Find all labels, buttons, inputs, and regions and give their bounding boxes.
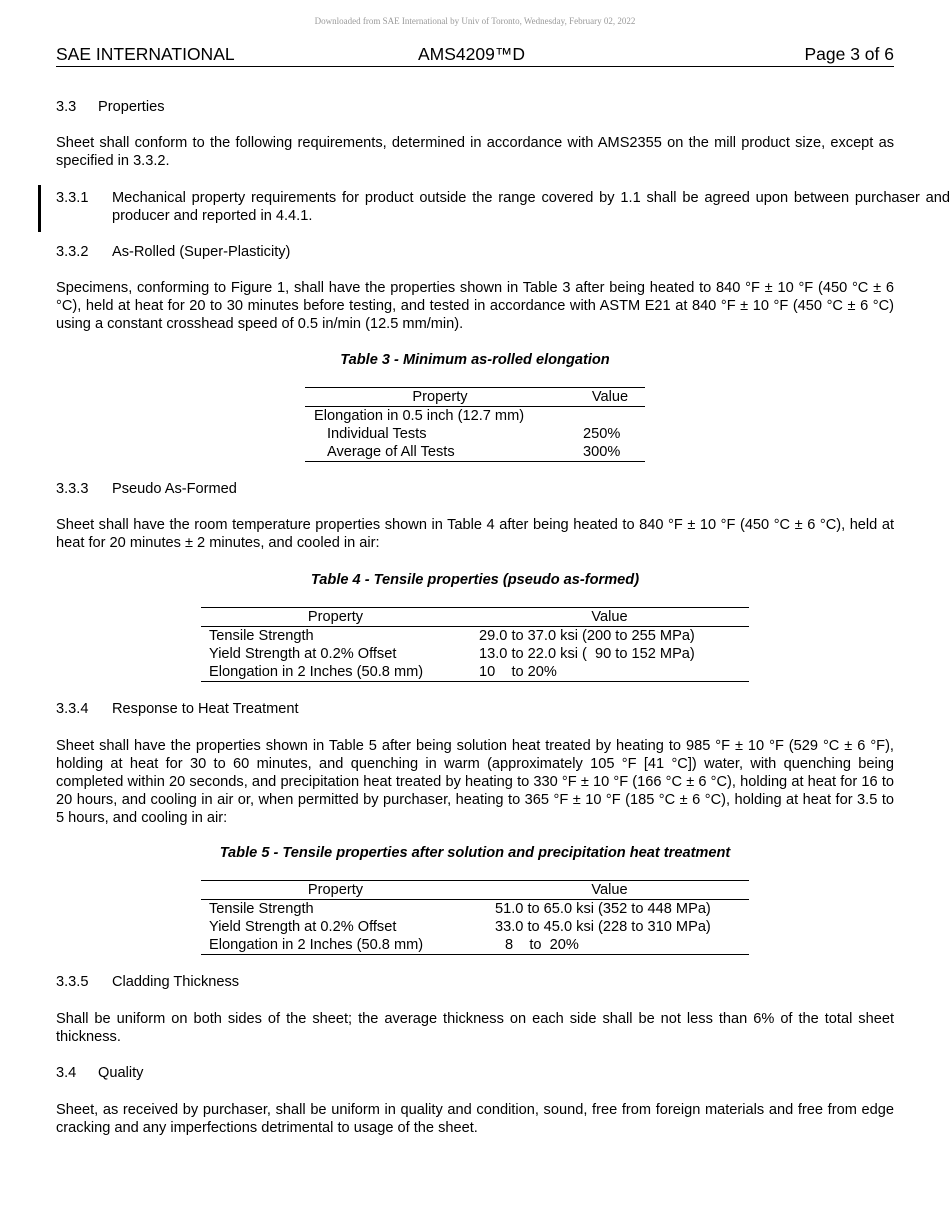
table-4-caption: Table 4 - Tensile properties (pseudo as-formed) bbox=[310, 572, 640, 588]
section-3-3-1: 3.3.1 Mechanical property requirements for product outside the range covered by 1.1 shall be agreed upon between purchaser and producer and reported in 4.4.1. bbox=[56, 190, 950, 224]
table-4 bbox=[201, 607, 749, 682]
section-3-3-2-text: Specimens, conforming to Figure 1, shall have the properties shown in Table 3 after being heated to 840 °F ± 10 °F (450 °C ± 6 °C), held at heat for 20 to 30 minutes before testing, and tested in accordance with ASTM E21 at 840 °F ± 10 °F (450 °C ± 6 °C) using a constant crosshead speed of 0.5 in/min (12.5 mm/min). bbox=[56, 280, 894, 332]
header-doc-number: AMS4209™D bbox=[418, 44, 525, 64]
section-3-3-4-heading: 3.3.4 Response to Heat Treatment bbox=[56, 701, 299, 717]
table-row: Yield Strength at 0.2% Offset 33.0 to 45.0 ksi (228 to 310 MPa) bbox=[209, 919, 711, 935]
table-4-header-property: Property bbox=[201, 608, 470, 627]
section-3-3-heading: 3.3 Properties bbox=[56, 99, 165, 115]
section-3-3-4-text: Sheet shall have the properties shown in Table 5 after being solution heat treated by heating to 985 °F ± 10 °F (529 °C ± 6 °F), holding at heat for 30 to 60 minutes, and quenching in warm (approximately 105 °F [41 °C]) water, with quenching being completed within 20 seconds, and precipitation heat treated by heating to 330 °F ± 10 °F (166 °C ± 6 °C), holding at heat for 16 to 20 hours, and cooling in air or, when permitted by purchaser, heating to 365 °F ± 10 °F (185 °C ± 6 °C), holding at heat for 3.5 to 5 hours, and cooling in air: bbox=[56, 738, 894, 826]
section-3-3-text: Sheet shall conform to the following requirements, determined in accordance with AMS2355 on the mill product size, except as specified in 3.3.2. bbox=[56, 135, 894, 169]
header-org: SAE INTERNATIONAL bbox=[56, 44, 235, 64]
section-3-4-heading: 3.4 Quality bbox=[56, 1065, 144, 1081]
table-3-group-label: Elongation in 0.5 inch (12.7 mm) bbox=[314, 408, 525, 424]
table-5-header-value: Value bbox=[470, 881, 749, 900]
revision-change-bar bbox=[38, 185, 41, 232]
table-4-header-value: Value bbox=[470, 608, 749, 627]
header-page-number: Page 3 of 6 bbox=[804, 44, 894, 64]
section-3-3-5-heading: 3.3.5 Cladding Thickness bbox=[56, 974, 240, 990]
table-5-caption: Table 5 - Tensile properties after solution and precipitation heat treatment bbox=[219, 845, 731, 861]
table-5 bbox=[201, 880, 749, 955]
page-header bbox=[56, 44, 894, 67]
table-row: Individual Tests 250% bbox=[327, 426, 621, 442]
table-row: Tensile Strength 51.0 to 65.0 ksi (352 to 448 MPa) bbox=[209, 901, 711, 917]
table-row: Elongation in 2 Inches (50.8 mm) 10 to 20% bbox=[201, 663, 749, 682]
table-row bbox=[305, 407, 645, 426]
table-3-caption: Table 3 - Minimum as-rolled elongation bbox=[340, 352, 610, 368]
section-3-4-text: Sheet, as received by purchaser, shall be uniform in quality and condition, sound, free from foreign materials and free from edge cracking and any imperfections detrimental to usage of the sheet. bbox=[56, 1102, 894, 1136]
table-3-header-property: Property bbox=[305, 388, 575, 407]
table-row: Yield Strength at 0.2% Offset 13.0 to 22.0 ksi ( 90 to 152 MPa) bbox=[209, 646, 695, 662]
section-3-3-2-heading: 3.3.2 As-Rolled (Super-Plasticity) bbox=[56, 244, 291, 260]
table-3 bbox=[305, 387, 645, 462]
download-watermark: Downloaded from SAE International by Univ of Toronto, Wednesday, February 02, 2022 bbox=[314, 16, 636, 26]
table-5-header-property: Property bbox=[201, 881, 470, 900]
section-3-3-3-heading: 3.3.3 Pseudo As-Formed bbox=[56, 481, 237, 497]
table-row: Tensile Strength 29.0 to 37.0 ksi (200 to 255 MPa) bbox=[209, 628, 695, 644]
table-3-header-value: Value bbox=[575, 388, 645, 407]
table-row: Average of All Tests 300% bbox=[305, 443, 645, 462]
section-3-3-5-text: Shall be uniform on both sides of the sheet; the average thickness on each side shall be not less than 6% of the total sheet thickness. bbox=[56, 1011, 894, 1045]
table-row: Elongation in 2 Inches (50.8 mm) 8 to 20% bbox=[201, 936, 749, 955]
section-3-3-3-text: Sheet shall have the room temperature properties shown in Table 4 after being heated to 840 °F ± 10 °F (450 °C ± 6 °C), held at heat for 20 minutes ± 2 minutes, and cooled in air: bbox=[56, 517, 894, 551]
